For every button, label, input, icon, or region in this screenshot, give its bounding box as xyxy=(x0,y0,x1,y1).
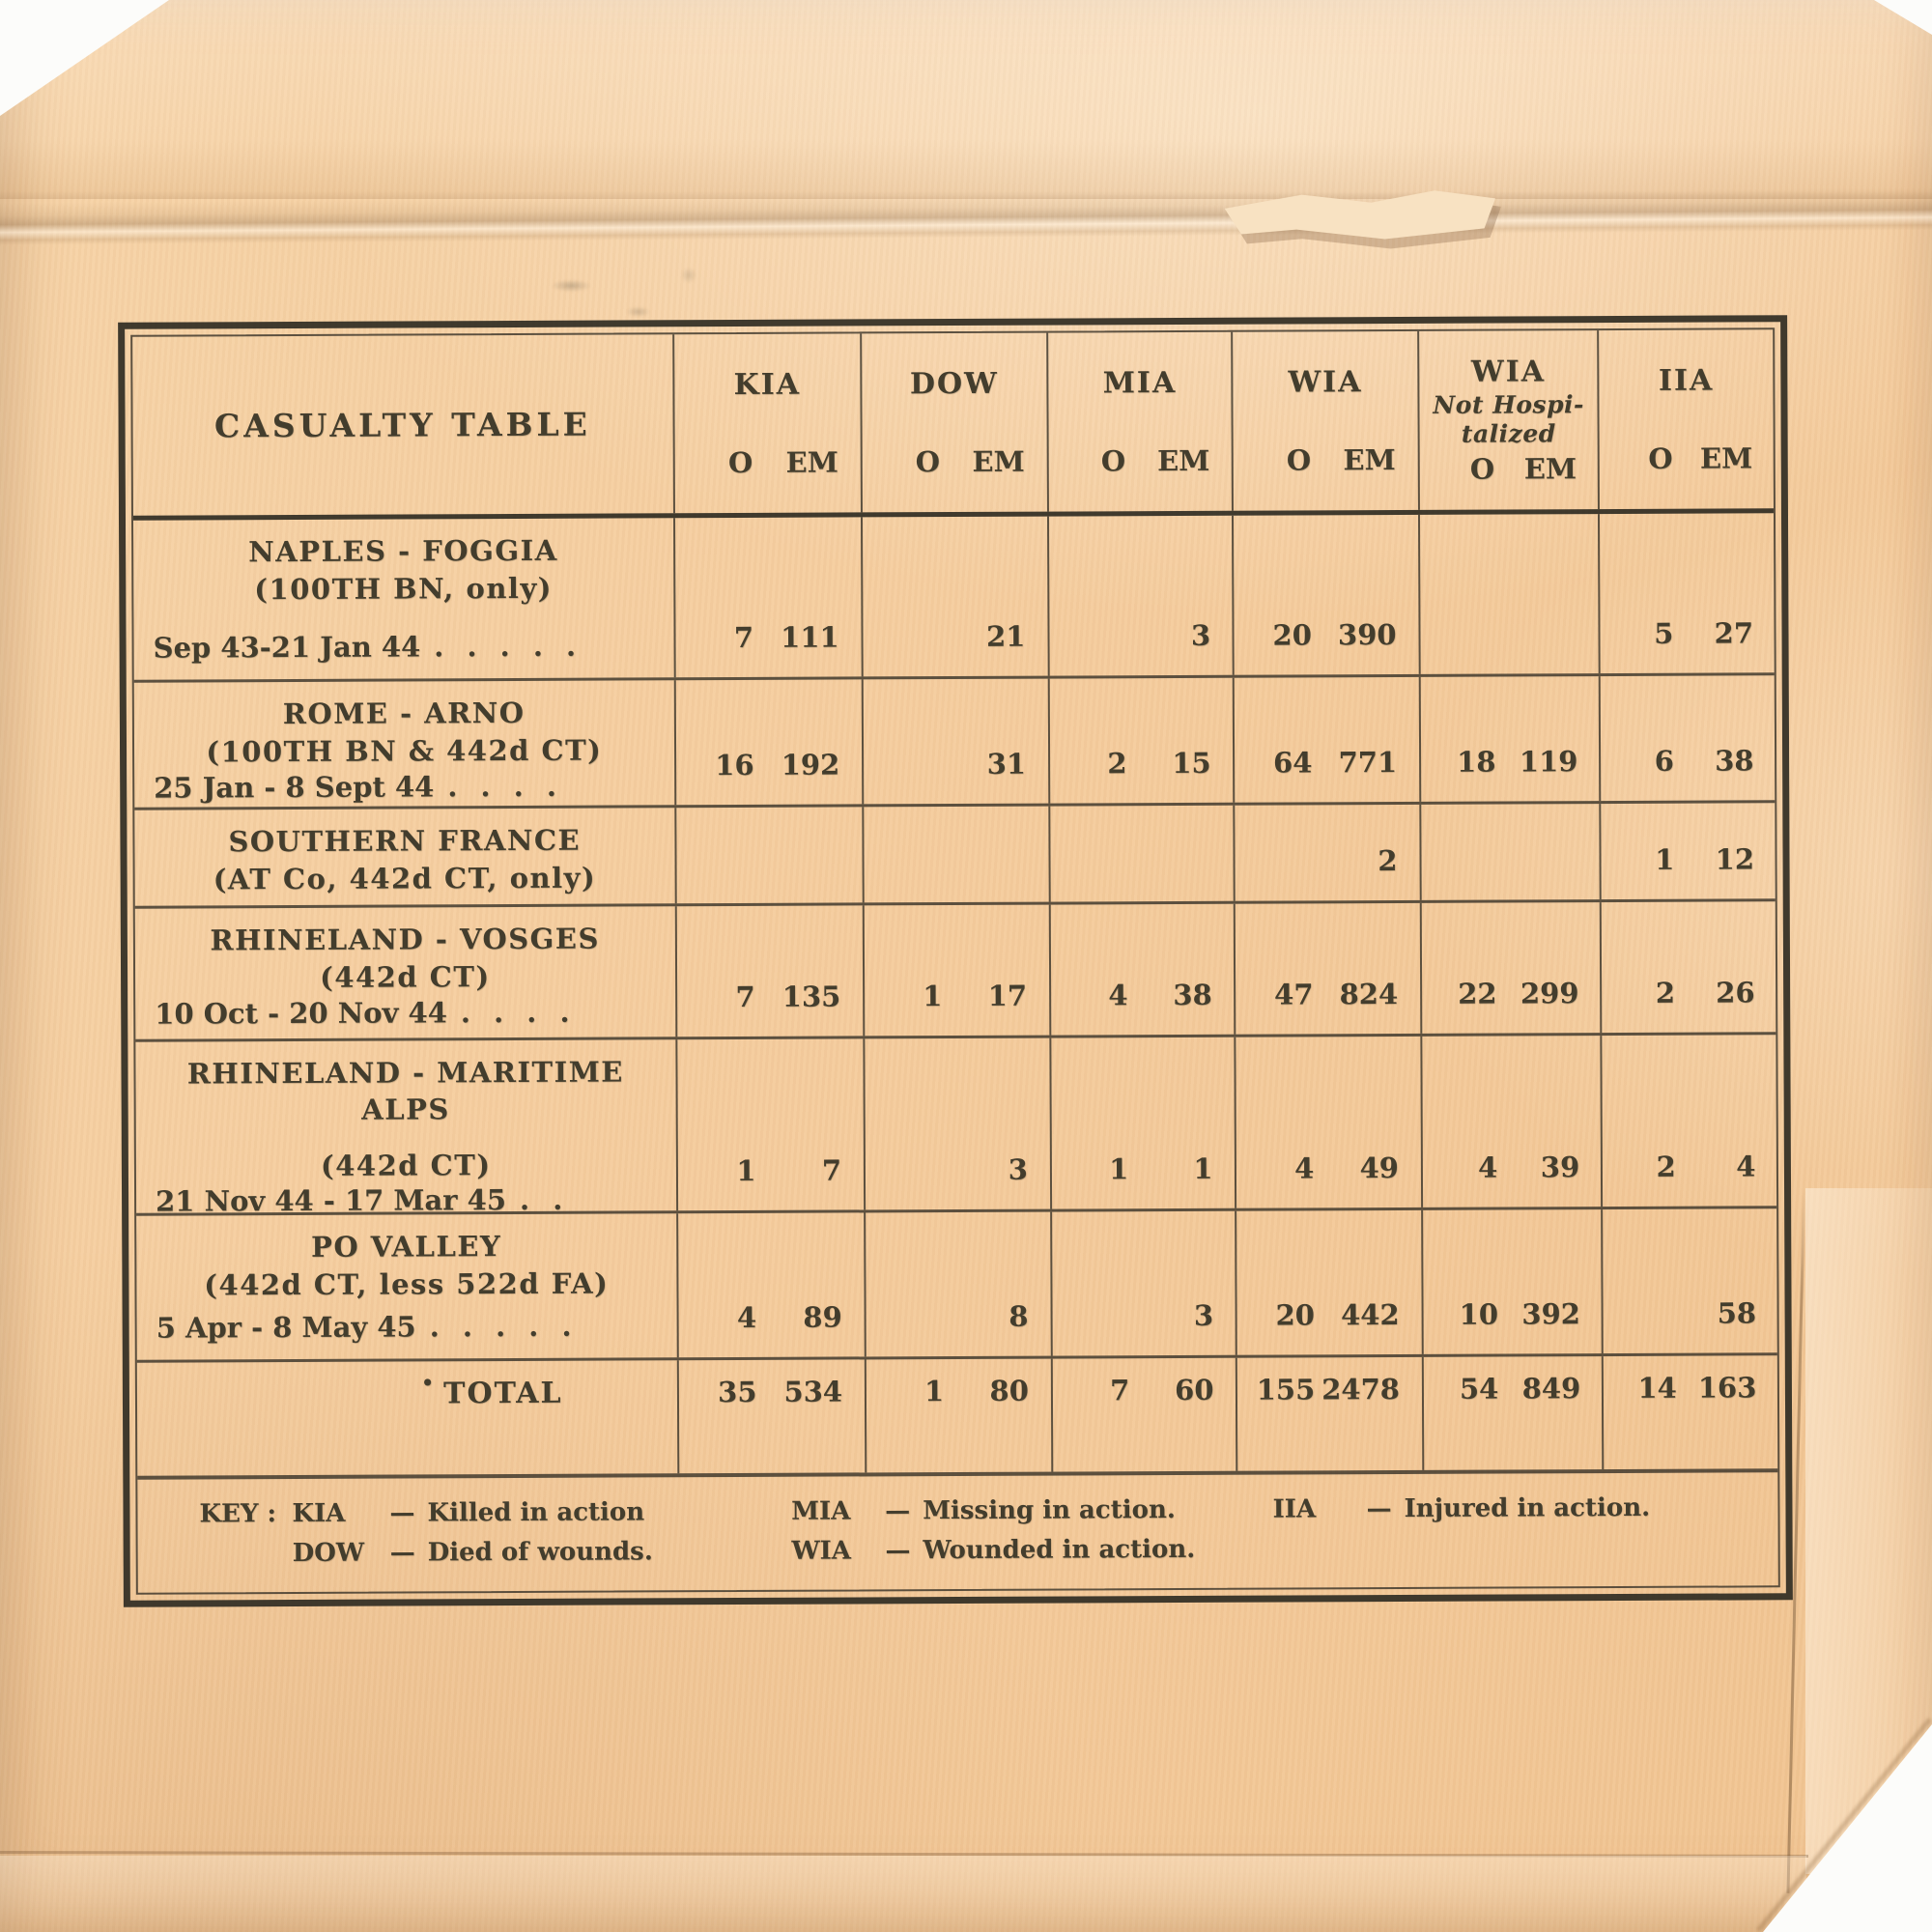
cell-wia-not-hospitalized xyxy=(1419,804,1600,900)
header-casualty-table xyxy=(132,334,672,515)
table-row-southern-france xyxy=(134,800,1775,905)
wia-officers: 4 xyxy=(1293,1151,1315,1185)
key-desc-iia: Injured in action. xyxy=(1404,1492,1651,1523)
header-mia xyxy=(1046,332,1232,512)
header-kia-sub xyxy=(674,445,861,479)
key-dash: — xyxy=(885,1536,911,1566)
date-range: 25 Jan - 8 Sept 44 xyxy=(154,770,435,805)
header-dow xyxy=(860,333,1046,513)
wnh-officers: 22 xyxy=(1458,977,1497,1010)
iia-officers: 5 xyxy=(1654,616,1674,650)
dow-officers: 1 xyxy=(923,980,943,1013)
cell-mia xyxy=(1050,1211,1236,1356)
key-entry-wia xyxy=(791,1530,1273,1572)
iia-officers: 6 xyxy=(1654,744,1675,778)
cell-total-wia xyxy=(1236,1357,1422,1471)
key-column-1 xyxy=(199,1492,791,1593)
cell-total-label xyxy=(137,1360,677,1475)
key-abbr-dow: DOW xyxy=(292,1538,365,1569)
kia-enlisted: 7 xyxy=(821,1153,842,1187)
cell-campaign xyxy=(135,1039,675,1218)
dot-leaders: . . . . . xyxy=(434,629,583,664)
cell-kia xyxy=(676,1212,865,1357)
header-wia xyxy=(1231,331,1417,511)
wia-officers: 20 xyxy=(1275,1298,1315,1332)
cell-iia xyxy=(1600,803,1776,899)
cell-mia xyxy=(1049,1037,1235,1209)
cell-wia xyxy=(1234,903,1420,1035)
table-row-po-valley xyxy=(136,1206,1777,1359)
cell-wia xyxy=(1234,805,1420,901)
cell-dow xyxy=(863,807,1049,903)
kia-officers-total: 35 xyxy=(718,1375,757,1409)
campaign-line2: (100TH BN, only) xyxy=(254,571,554,607)
key-abbr-mia: MIA xyxy=(791,1496,851,1526)
header-wia-abbr: WIA xyxy=(1288,365,1363,400)
campaign-name xyxy=(135,1053,675,1184)
cell-campaign xyxy=(133,518,673,679)
cell-campaign xyxy=(134,808,674,905)
header-kia xyxy=(672,333,861,513)
campaign-line1: ROME - ARNO xyxy=(282,696,526,731)
key-dash: — xyxy=(389,1498,415,1528)
key-entry-dow xyxy=(200,1532,792,1575)
cell-campaign xyxy=(134,680,674,807)
total-label: TOTAL xyxy=(442,1376,563,1411)
table-row-naples-foggia xyxy=(133,513,1775,679)
iia-officers-total: 14 xyxy=(1637,1371,1677,1405)
dow-officers-total: 1 xyxy=(923,1375,945,1408)
key-dash: — xyxy=(1366,1494,1392,1524)
table-header-row xyxy=(132,329,1774,520)
wnh-enlisted: 299 xyxy=(1520,977,1579,1010)
mia-officers-total: 7 xyxy=(1110,1374,1130,1407)
key-desc-wia: Wounded in action. xyxy=(923,1534,1196,1566)
dow-enlisted: 17 xyxy=(987,979,1028,1012)
dot-leaders: . . . . xyxy=(460,995,577,1030)
dow-enlisted: 8 xyxy=(1009,1299,1029,1333)
bullet-mark: • xyxy=(421,1371,437,1395)
header-wnh-sub xyxy=(1420,452,1599,486)
header-wnh-em: EM xyxy=(1523,452,1577,486)
mia-enlisted: 15 xyxy=(1172,746,1211,781)
table-row-rhineland-vosges xyxy=(135,898,1776,1038)
iia-enlisted: 12 xyxy=(1715,842,1755,876)
cell-kia xyxy=(673,679,862,805)
cell-kia xyxy=(674,807,863,903)
cell-iia xyxy=(1602,1208,1777,1353)
key-desc-mia: Missing in action. xyxy=(923,1495,1176,1526)
header-kia-em: EM xyxy=(785,445,838,479)
campaign-line3: (442d CT) xyxy=(320,1149,492,1182)
header-wia-sub xyxy=(1234,443,1418,477)
cell-dow xyxy=(861,517,1047,677)
campaign-line2: (AT Co, 442d CT, only) xyxy=(213,861,597,896)
key-entry-mia xyxy=(791,1491,1273,1532)
dow-enlisted: 21 xyxy=(986,619,1026,653)
wia-enlisted: 771 xyxy=(1338,746,1398,780)
header-dow-em: EM xyxy=(972,444,1025,478)
kia-enlisted: 192 xyxy=(781,748,840,781)
dot-leaders: . . xyxy=(519,1182,570,1216)
key-label: KEY : xyxy=(199,1499,277,1529)
iia-officers: 2 xyxy=(1655,976,1676,1009)
cell-dow xyxy=(862,679,1048,805)
table-row-total xyxy=(137,1352,1778,1475)
cell-wia xyxy=(1235,1210,1421,1355)
iia-officers: 1 xyxy=(1655,842,1675,876)
cell-total-iia xyxy=(1602,1355,1777,1469)
campaign-name xyxy=(135,920,675,997)
campaign-line2: (100TH BN & 442d CT) xyxy=(206,733,603,769)
cell-kia xyxy=(675,1038,864,1210)
campaign-line1: NAPLES - FOGGIA xyxy=(248,533,558,569)
kia-officers: 7 xyxy=(735,980,755,1013)
key-label-spacer xyxy=(200,1534,293,1574)
cell-iia xyxy=(1599,675,1775,801)
wia-enlisted: 390 xyxy=(1337,618,1397,652)
cell-wia xyxy=(1235,1037,1421,1208)
campaign-line2: ALPS xyxy=(361,1093,450,1126)
key-entry-kia xyxy=(199,1492,791,1535)
table-row-rome-arno xyxy=(134,672,1776,807)
cell-campaign xyxy=(136,1213,676,1359)
wnh-enlisted: 392 xyxy=(1521,1297,1580,1331)
wnh-officers-total: 54 xyxy=(1459,1372,1499,1406)
kia-enlisted-total: 534 xyxy=(783,1375,843,1408)
kia-officers: 7 xyxy=(733,620,754,654)
cell-kia xyxy=(674,905,863,1037)
table-row-rhineland-maritime-alps xyxy=(135,1032,1776,1218)
header-iia-sub xyxy=(1600,441,1774,475)
header-wia-not-hospitalized xyxy=(1417,330,1598,510)
header-kia-abbr: KIA xyxy=(733,367,802,402)
casualty-table-grid xyxy=(132,329,1778,1592)
mia-enlisted: 1 xyxy=(1193,1151,1213,1185)
key-desc-kia: Killed in action xyxy=(427,1497,645,1528)
casualty-table xyxy=(118,315,1793,1607)
campaign-line1: SOUTHERN FRANCE xyxy=(228,823,582,859)
campaign-name xyxy=(134,694,674,771)
kia-officers: 4 xyxy=(736,1300,757,1334)
mia-enlisted: 3 xyxy=(1190,618,1211,652)
cell-wia-not-hospitalized xyxy=(1420,902,1601,1034)
campaign-name xyxy=(133,531,673,609)
dow-enlisted: 31 xyxy=(986,747,1027,781)
campaign-line1: RHINELAND - VOSGES xyxy=(210,922,601,957)
key-column-3 xyxy=(1273,1488,1778,1587)
mia-enlisted: 3 xyxy=(1193,1298,1214,1332)
cell-mia xyxy=(1049,904,1235,1036)
cell-iia xyxy=(1598,513,1774,673)
wnh-officers: 4 xyxy=(1478,1151,1498,1184)
header-mia-sub xyxy=(1048,444,1232,478)
page-fold-highlight xyxy=(0,0,1932,199)
header-wia-em: EM xyxy=(1343,443,1396,477)
key-column-2 xyxy=(791,1491,1273,1590)
header-wnh-o: O xyxy=(1469,452,1495,486)
campaign-dates xyxy=(137,1309,677,1359)
mia-enlisted: 38 xyxy=(1173,978,1212,1012)
mia-officers: 1 xyxy=(1109,1152,1129,1186)
dot-leaders: . . . . . xyxy=(429,1309,579,1344)
date-range: 10 Oct - 20 Nov 44 xyxy=(155,996,447,1031)
cell-campaign xyxy=(135,906,675,1038)
wnh-officers: 10 xyxy=(1459,1297,1499,1331)
key-abbr-wia: WIA xyxy=(791,1536,852,1566)
wia-enlisted: 2 xyxy=(1378,844,1398,878)
iia-enlisted: 38 xyxy=(1715,744,1754,778)
cell-dow xyxy=(863,905,1049,1037)
iia-enlisted-total: 163 xyxy=(1697,1371,1757,1405)
date-range: Sep 43-21 Jan 44 xyxy=(153,630,421,665)
iia-enlisted: 27 xyxy=(1714,616,1754,650)
date-range: 21 Nov 44 - 17 Mar 45 xyxy=(156,1183,507,1218)
cell-total-wnh xyxy=(1422,1356,1603,1470)
cell-wia xyxy=(1233,677,1419,803)
wnh-enlisted-total: 849 xyxy=(1521,1372,1581,1406)
key-dash: — xyxy=(389,1538,415,1568)
cell-dow xyxy=(864,1038,1050,1210)
kia-officers: 16 xyxy=(715,748,754,782)
header-wnh-note2: talized xyxy=(1461,419,1556,448)
cell-mia xyxy=(1047,516,1233,676)
key-dash: — xyxy=(885,1496,911,1526)
cell-wia-not-hospitalized xyxy=(1418,514,1599,674)
header-mia-em: EM xyxy=(1157,443,1210,478)
key-abbr-iia: IIA xyxy=(1272,1494,1317,1524)
cell-wia-not-hospitalized xyxy=(1421,1209,1602,1354)
cell-iia xyxy=(1600,901,1776,1033)
header-kia-o: O xyxy=(727,445,753,480)
campaign-dates xyxy=(134,629,674,679)
kia-officers: 1 xyxy=(736,1153,756,1187)
wia-enlisted: 442 xyxy=(1340,1297,1400,1332)
campaign-line2: (442d CT, less 522d FA) xyxy=(204,1266,610,1302)
kia-enlisted: 89 xyxy=(803,1300,842,1334)
table-title: CASUALTY TABLE xyxy=(213,405,591,445)
header-mia-o: O xyxy=(1100,444,1126,478)
header-wnh-abbr: WIA xyxy=(1470,355,1547,389)
iia-enlisted: 26 xyxy=(1716,976,1755,1009)
cell-iia xyxy=(1601,1035,1776,1207)
wnh-officers: 18 xyxy=(1457,745,1496,779)
header-dow-o: O xyxy=(915,445,941,479)
header-mia-abbr: MIA xyxy=(1102,365,1178,401)
dow-enlisted: 3 xyxy=(1008,1152,1028,1186)
mia-officers: 4 xyxy=(1108,979,1128,1012)
header-wia-o: O xyxy=(1286,443,1312,477)
mia-enlisted-total: 60 xyxy=(1175,1373,1214,1407)
date-range: 5 Apr - 8 May 45 xyxy=(156,1310,416,1345)
cell-mia xyxy=(1048,806,1234,902)
wia-officers: 47 xyxy=(1274,978,1314,1011)
kia-enlisted: 135 xyxy=(781,980,841,1013)
iia-enlisted: 58 xyxy=(1717,1296,1757,1330)
cell-wia xyxy=(1232,515,1418,675)
wia-officers: 20 xyxy=(1272,618,1312,652)
header-iia-abbr: IIA xyxy=(1658,363,1715,398)
header-iia xyxy=(1598,329,1774,509)
cell-total-mia xyxy=(1051,1358,1236,1472)
wia-officers: 64 xyxy=(1272,746,1313,780)
cell-kia xyxy=(673,517,862,677)
cell-wia-not-hospitalized xyxy=(1419,676,1600,802)
mia-officers: 2 xyxy=(1107,747,1127,781)
campaign-line2: (442d CT) xyxy=(320,960,491,994)
cell-wia-not-hospitalized xyxy=(1420,1036,1601,1208)
cell-total-kia xyxy=(676,1359,865,1473)
dot-leaders: . . . . xyxy=(447,769,564,804)
dow-enlisted-total: 80 xyxy=(989,1374,1029,1407)
key-desc-dow: Died of wounds. xyxy=(427,1537,653,1568)
iia-officers: 2 xyxy=(1656,1150,1676,1183)
header-wnh-note1: Not Hospi- xyxy=(1433,390,1584,419)
cell-total-dow xyxy=(865,1359,1051,1473)
header-dow-sub xyxy=(863,445,1047,479)
campaign-line1: PO VALLEY xyxy=(311,1230,502,1264)
header-iia-em: EM xyxy=(1699,441,1753,475)
wia-enlisted: 49 xyxy=(1359,1151,1399,1185)
key-entry-iia xyxy=(1273,1488,1778,1529)
campaign-name xyxy=(136,1227,676,1304)
wia-enlisted-total: 2478 xyxy=(1321,1372,1400,1406)
header-dow-abbr: DOW xyxy=(909,366,999,402)
underlying-page-bottom xyxy=(0,1856,1806,1932)
wia-officers-total: 155 xyxy=(1256,1373,1316,1406)
key-abbr-kia: KIA xyxy=(292,1498,346,1529)
wnh-enlisted: 119 xyxy=(1519,745,1578,779)
wia-enlisted: 824 xyxy=(1339,978,1399,1011)
cell-dow xyxy=(864,1212,1050,1357)
key-section xyxy=(137,1468,1778,1592)
wnh-enlisted: 39 xyxy=(1540,1151,1580,1184)
iia-enlisted: 4 xyxy=(1736,1150,1756,1183)
campaign-line1: RHINELAND - MARITIME xyxy=(186,1055,624,1091)
campaign-name xyxy=(134,821,674,898)
cell-mia xyxy=(1047,678,1233,804)
header-iia-o: O xyxy=(1648,441,1673,475)
kia-enlisted: 111 xyxy=(781,620,839,654)
casualty-table-inner-border xyxy=(130,327,1780,1594)
